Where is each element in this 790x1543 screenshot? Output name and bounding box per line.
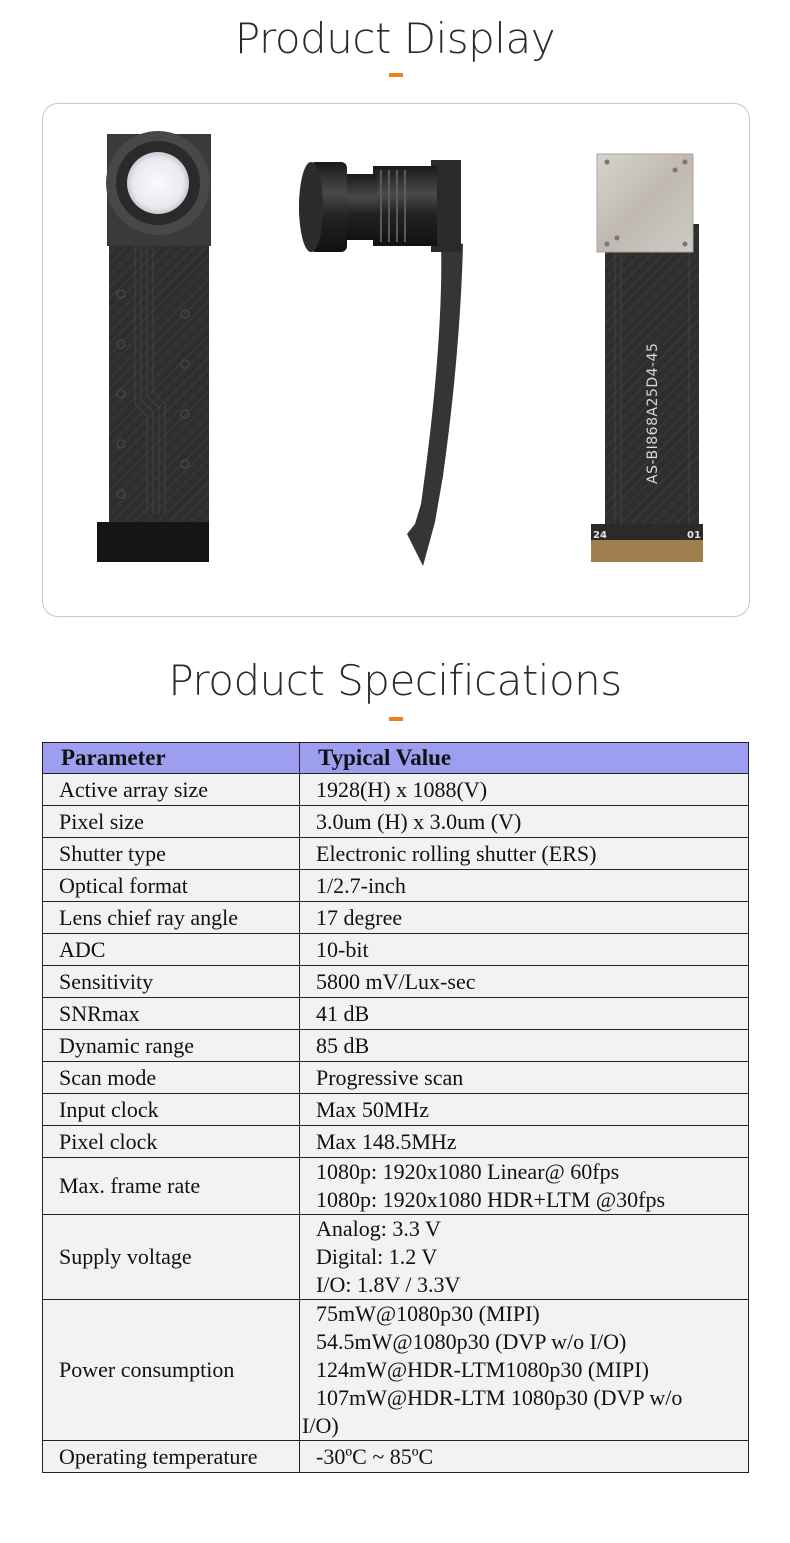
value-line: Max 148.5MHz xyxy=(316,1128,457,1154)
value-line: I/O) xyxy=(302,1413,339,1438)
module-front-view xyxy=(97,131,211,562)
table-row xyxy=(43,998,749,1030)
parameter-cell: Optical format xyxy=(43,870,300,902)
ribbon-part-number: AS-BI868A25D4-45 xyxy=(645,342,661,484)
value-line: 10-bit xyxy=(316,936,369,962)
value-cell xyxy=(300,870,749,902)
connector-block xyxy=(97,522,209,562)
product-display-title: Product Display xyxy=(234,14,556,63)
parameter-cell: Shutter type xyxy=(43,838,300,870)
value-cell xyxy=(300,1094,749,1126)
pin-label-24: 24 xyxy=(593,530,607,541)
value-cell xyxy=(300,1215,749,1300)
table-row xyxy=(43,1126,749,1158)
value-line: 17 degree xyxy=(316,904,403,930)
parameter-cell: Max. frame rate xyxy=(43,1158,300,1215)
metal-shield xyxy=(597,154,693,252)
parameter-cell: Lens chief ray angle xyxy=(43,902,300,934)
value-line: 41 dB xyxy=(316,1000,370,1026)
title-accent-bar xyxy=(389,73,403,77)
parameter-cell: Scan mode xyxy=(43,1062,300,1094)
module-side-view xyxy=(299,160,463,566)
table-row xyxy=(43,934,749,966)
table-row xyxy=(43,806,749,838)
value-cell xyxy=(300,1300,749,1441)
parameter-cell: Input clock xyxy=(43,1094,300,1126)
value-line: 5800 mV/Lux-sec xyxy=(316,968,476,994)
table-row xyxy=(43,1158,749,1215)
table-row xyxy=(43,966,749,998)
value-line: I/O: 1.8V / 3.3V xyxy=(316,1272,461,1297)
parameter-cell: Operating temperature xyxy=(43,1441,300,1473)
parameter-cell: Dynamic range xyxy=(43,1030,300,1062)
value-line: 107mW@HDR-LTM 1080p30 (DVP w/o xyxy=(316,1385,683,1410)
product-photos xyxy=(43,104,749,616)
header-typical-value: Typical Value xyxy=(300,743,749,774)
parameter-cell: Supply voltage xyxy=(43,1215,300,1300)
value-line: -30ºC ~ 85ºC xyxy=(316,1443,434,1469)
header-parameter: Parameter xyxy=(43,743,300,774)
table-row xyxy=(43,838,749,870)
value-cell xyxy=(300,1441,749,1473)
specifications-table xyxy=(42,742,749,1473)
value-line: 1080p: 1920x1080 HDR+LTM @30fps xyxy=(316,1187,666,1212)
lens-glass xyxy=(127,152,189,214)
value-line: 54.5mW@1080p30 (DVP w/o I/O) xyxy=(316,1329,627,1354)
value-line: Electronic rolling shutter (ERS) xyxy=(316,840,597,866)
value-cell xyxy=(300,966,749,998)
pin-label-01: 01 xyxy=(687,530,701,541)
value-cell xyxy=(300,1062,749,1094)
parameter-cell: Pixel clock xyxy=(43,1126,300,1158)
value-line: Analog: 3.3 V xyxy=(316,1216,441,1241)
value-line: 1928(H) x 1088(V) xyxy=(316,776,488,802)
value-line: 1080p: 1920x1080 Linear@ 60fps xyxy=(316,1159,620,1184)
value-line: 1/2.7-inch xyxy=(316,872,406,898)
value-cell xyxy=(300,838,749,870)
value-line: 85 dB xyxy=(316,1032,370,1058)
table-row xyxy=(43,870,749,902)
title-accent-bar xyxy=(389,717,403,721)
parameter-cell: Power consumption xyxy=(43,1300,300,1441)
value-line: 3.0um (H) x 3.0um (V) xyxy=(316,808,522,834)
table-row xyxy=(43,1300,749,1441)
value-cell xyxy=(300,902,749,934)
table-row xyxy=(43,1215,749,1300)
value-line: Progressive scan xyxy=(316,1064,464,1090)
table-row xyxy=(43,1062,749,1094)
bent-ribbon xyxy=(407,239,463,566)
parameter-cell: Sensitivity xyxy=(43,966,300,998)
value-line: Max 50MHz xyxy=(316,1096,430,1122)
value-cell xyxy=(300,1030,749,1062)
parameter-cell: ADC xyxy=(43,934,300,966)
product-photo-card xyxy=(42,103,750,617)
table-row xyxy=(43,1441,749,1473)
table-row xyxy=(43,902,749,934)
value-line: 75mW@1080p30 (MIPI) xyxy=(316,1301,540,1326)
value-line: 124mW@HDR-LTM1080p30 (MIPI) xyxy=(316,1357,649,1382)
value-cell xyxy=(300,806,749,838)
table-row xyxy=(43,1030,749,1062)
parameter-cell: Pixel size xyxy=(43,806,300,838)
value-cell xyxy=(300,998,749,1030)
parameter-cell: SNRmax xyxy=(43,998,300,1030)
table-row xyxy=(43,1094,749,1126)
module-back-view xyxy=(591,154,703,562)
product-specs-title: Product Specifications xyxy=(168,656,622,705)
value-cell xyxy=(300,1158,749,1215)
table-row xyxy=(43,774,749,806)
value-cell xyxy=(300,774,749,806)
table-header-row xyxy=(43,743,749,774)
parameter-cell: Active array size xyxy=(43,774,300,806)
value-cell xyxy=(300,934,749,966)
lens-barrel xyxy=(343,174,377,240)
value-cell xyxy=(300,1126,749,1158)
value-line: Digital: 1.2 V xyxy=(316,1244,438,1269)
